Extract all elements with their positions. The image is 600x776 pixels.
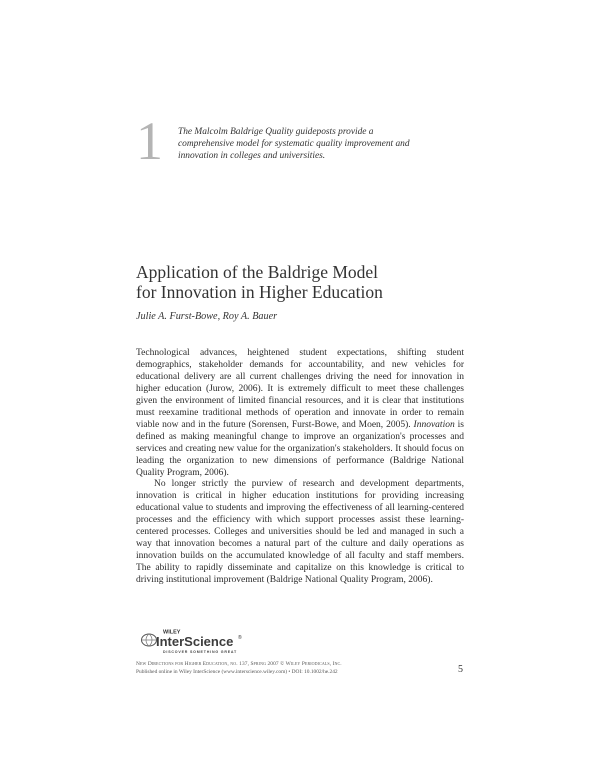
footer-publication-info: Published online in Wiley InterScience (www.interscience.wiley.com) • DOI: 10.1002/he.242 — [136, 668, 338, 675]
article-title-line-2: for Innovation in Higher Education — [136, 282, 383, 302]
journal-footer — [136, 661, 466, 676]
body-paragraph-1-end: is defined as making meaningful change to improve an organization's processes and services and creating new value for the organization's stakeholders. It should focus on leading the organization to new dimensions of performance (Baldrige National Quality Program, 2006). — [136, 419, 464, 478]
page-number: 5 — [458, 664, 463, 675]
footer-citation: New Directions for Higher Education, no. 137, Spring 2007 © Wiley Periodicals, Inc. — [136, 661, 342, 667]
logo-publisher: WILEY — [163, 629, 181, 636]
logo-brand: InterScience — [156, 634, 234, 649]
article-authors: Julie A. Furst-Bowe, Roy A. Bauer — [136, 311, 278, 322]
innovation-term: Innovation — [413, 419, 455, 430]
chapter-intro: The Malcolm Baldrige Quality guideposts provide a comprehensive model for systematic quality improvement and innovation in colleges and universities. — [178, 127, 410, 162]
globe-icon — [142, 634, 157, 646]
chapter-number: 1 — [136, 111, 163, 171]
article-title-line-1: Application of the Baldrige Model — [136, 262, 379, 282]
logo-registered-mark: ® — [238, 635, 242, 641]
logo-tagline: DISCOVER SOMETHING GREAT — [163, 650, 238, 654]
body-paragraph-2: No longer strictly the purview of research and development departments, innovation is critical in higher education institutions for providing increasing educational value to students and improving the effectiveness of all learning-centered processes and the efficiency with which support processes assist these learning-centered processes. Colleges and universities should be led and managed in such a way that innovation becomes a natural part of the culture and daily operations as innovation builds on the accumulated knowledge of all faculty and staff members. The ability to rapidly disseminate and capitalize on this knowledge is critical to driving institutional improvement (Baldrige National Quality Program, 2006). — [136, 479, 464, 586]
article-title — [136, 262, 466, 302]
body-paragraph-1-start: Technological advances, heightened student expectations, shifting student demographics, stakeholder demands for accountability, and new vehicles for educational delivery are all current challenges driving the need for innovation in higher education (Jurow, 2006). It is extremely difficult to meet these challenges given the environment of limited financial resources, and it is clear that institutions must reexamine traditional methods of operation and innovate in order to remain viable now and in the future (Sorensen, Furst-Bowe, and Moen, 2005). — [136, 348, 464, 430]
article-body — [136, 348, 464, 587]
body-paragraph-1 — [136, 348, 464, 479]
wiley-interscience-logo — [141, 627, 291, 657]
